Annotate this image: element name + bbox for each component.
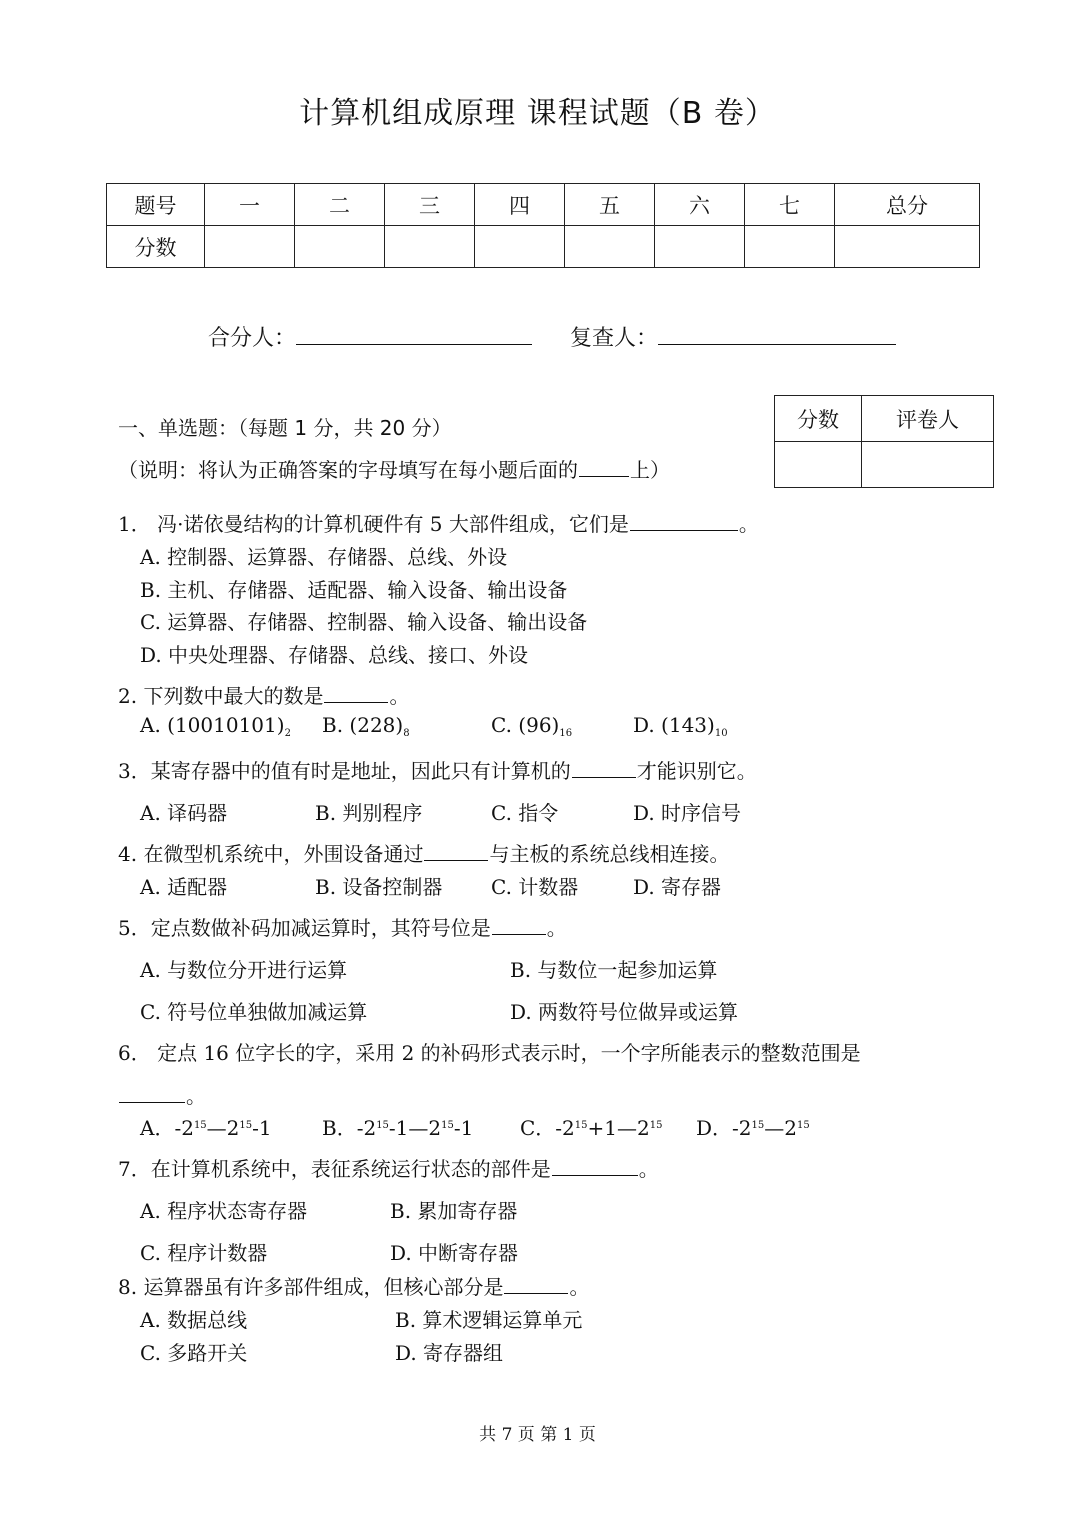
question-5-option-d: D. 两数符号位做异或运算	[510, 1000, 739, 1024]
header-cell-5: 五	[565, 184, 655, 226]
question-5-stem	[118, 912, 567, 941]
q6-a-part3: -1	[252, 1116, 272, 1140]
header-cell-4: 四	[475, 184, 565, 226]
combiner-label: 合分人：	[208, 326, 297, 351]
exam-title: 计算机组成原理 课程试题（B 卷）	[299, 96, 776, 131]
reviewer-signature	[570, 320, 896, 352]
score-cell-5[interactable]	[565, 226, 655, 268]
question-2-option-d	[633, 713, 728, 739]
question-5-text: 5．定点数做补码加减运算时，其符号位是	[118, 916, 491, 940]
q6-d-exp2: 15	[797, 1120, 810, 1131]
question-5-option-a: A. 与数位分开进行运算	[140, 958, 348, 982]
score-cell-4[interactable]	[475, 226, 565, 268]
question-2-option-c-text: C. (96)	[491, 713, 560, 737]
q6-b-part2: -1—2	[388, 1116, 442, 1140]
score-cell-2[interactable]	[295, 226, 385, 268]
question-2-option-b-base: 8	[403, 728, 410, 739]
grader-name-label: 评卷人	[862, 396, 994, 442]
question-4-stem	[118, 838, 729, 867]
question-7-option-c: C. 程序计数器	[140, 1241, 268, 1265]
q6-d-part2: —2	[764, 1116, 797, 1140]
question-7-option-d: D. 中断寄存器	[390, 1241, 519, 1265]
q6-b-part1: B．-2	[322, 1116, 377, 1140]
question-2-option-c	[491, 713, 572, 739]
q6-c-exp2: 15	[649, 1120, 663, 1131]
question-7-option-a: A. 程序状态寄存器	[140, 1199, 308, 1223]
q6-b-exp2: 15	[441, 1120, 454, 1131]
question-2-text: 2. 下列数中最大的数是	[118, 684, 324, 708]
question-6-stem: 6． 定点 16 位字长的字，采用 2 的补码形式表示时，一个字所能表示的整数范围是	[118, 1041, 861, 1065]
section-note-post: 上）	[630, 458, 670, 482]
score-table-score-row	[107, 226, 980, 268]
question-2-answer-blank[interactable]	[324, 701, 388, 703]
section-heading: 一、单选题：（每题 1 分，共 20 分）	[118, 416, 452, 440]
grader-table	[774, 395, 994, 488]
question-6-option-b	[322, 1112, 473, 1141]
question-7-answer-blank[interactable]	[552, 1174, 638, 1176]
combiner-line[interactable]	[296, 320, 532, 345]
grader-score-cell[interactable]	[775, 442, 862, 488]
header-cell-1: 一	[205, 184, 295, 226]
question-2-option-a	[140, 713, 291, 739]
reviewer-line[interactable]	[658, 320, 896, 345]
question-1-option-a: A. 控制器、运算器、存储器、总线、外设	[140, 545, 508, 569]
header-cell-label: 题号	[107, 184, 205, 226]
question-7-text: 7．在计算机系统中，表征系统运行状态的部件是	[118, 1157, 551, 1181]
question-5-answer-blank[interactable]	[492, 933, 546, 935]
question-2-end: 。	[389, 684, 410, 708]
question-3-option-c: C. 指令	[491, 801, 559, 825]
grader-name-cell[interactable]	[862, 442, 994, 488]
question-6-option-c	[520, 1112, 662, 1141]
question-2-option-b	[322, 713, 410, 739]
question-2-option-a-text: A. (10010101)	[140, 713, 285, 737]
question-5-end: 。	[546, 916, 567, 940]
header-cell-7: 七	[745, 184, 835, 226]
grader-table-header-row	[775, 396, 994, 442]
question-8-answer-blank[interactable]	[504, 1292, 568, 1294]
question-8-end: 。	[569, 1275, 590, 1299]
question-2-option-c-base: 16	[559, 728, 573, 739]
question-2-option-d-text: D. (143)	[633, 713, 715, 737]
question-7-end: 。	[638, 1157, 659, 1181]
question-3-option-b: B. 判别程序	[315, 801, 423, 825]
page-footer: 共 7 页 第 1 页	[479, 1425, 596, 1445]
header-cell-3: 三	[385, 184, 475, 226]
question-8-option-b: B. 算术逻辑运算单元	[395, 1308, 583, 1332]
score-row-label: 分数	[107, 226, 205, 268]
question-6-end: 。	[186, 1084, 206, 1108]
question-1-stem	[118, 508, 759, 537]
question-4-option-c: C. 计数器	[491, 875, 579, 899]
question-1-option-b: B. 主机、存储器、适配器、输入设备、输出设备	[140, 578, 568, 602]
question-1-text: 1． 冯·诺依曼结构的计算机硬件有 5 大部件组成，它们是	[118, 512, 629, 536]
q6-a-part2: —2	[206, 1116, 240, 1140]
question-8-stem	[118, 1271, 589, 1300]
score-table-header-row	[107, 184, 980, 226]
question-2-stem	[118, 680, 409, 709]
score-cell-3[interactable]	[385, 226, 475, 268]
question-8-option-c: C. 多路开关	[140, 1341, 248, 1365]
combiner-signature	[208, 320, 532, 352]
question-5-option-b: B. 与数位一起参加运算	[510, 958, 718, 982]
grader-table-input-row	[775, 442, 994, 488]
score-table	[106, 183, 980, 268]
q6-a-part1: A．-2	[140, 1116, 194, 1140]
question-4-option-a: A. 适配器	[140, 875, 228, 899]
question-6-option-d	[696, 1112, 810, 1141]
q6-b-exp1: 15	[376, 1120, 389, 1131]
q6-c-part2: +1—2	[587, 1116, 650, 1140]
question-3-end: 才能识别它。	[636, 759, 757, 783]
q6-c-part1: C．-2	[520, 1116, 575, 1140]
question-4-option-b: B. 设备控制器	[315, 875, 443, 899]
question-7-stem	[118, 1153, 659, 1182]
question-3-option-a: A. 译码器	[140, 801, 228, 825]
question-1-option-c: C. 运算器、存储器、控制器、输入设备、输出设备	[140, 610, 588, 634]
question-8-text: 8. 运算器虽有许多部件组成，但核心部分是	[118, 1275, 504, 1299]
score-cell-7[interactable]	[745, 226, 835, 268]
question-4-option-d: D. 寄存器	[633, 875, 722, 899]
score-cell-total[interactable]	[835, 226, 980, 268]
header-cell-total: 总分	[835, 184, 980, 226]
question-6-stem-cont	[118, 1080, 206, 1109]
question-3-text: 3．某寄存器中的值有时是地址，因此只有计算机的	[118, 759, 571, 783]
question-1-option-d: D. 中央处理器、存储器、总线、接口、外设	[140, 643, 529, 667]
question-2-option-a-base: 2	[284, 728, 291, 739]
q6-d-exp1: 15	[751, 1120, 765, 1131]
question-2-option-d-base: 10	[714, 728, 728, 739]
q6-b-part3: -1	[453, 1116, 474, 1140]
question-5-option-c: C. 符号位单独做加减运算	[140, 1000, 368, 1024]
question-4-end: 与主板的系统总线相连接。	[489, 842, 730, 866]
score-cell-6[interactable]	[655, 226, 745, 268]
question-4-answer-blank[interactable]	[424, 859, 488, 861]
section-note-blank	[579, 475, 629, 477]
score-cell-1[interactable]	[205, 226, 295, 268]
section-note	[118, 454, 670, 483]
question-3-answer-blank[interactable]	[572, 776, 636, 778]
question-2-option-b-text: B. (228)	[322, 713, 404, 737]
question-4-text: 4. 在微型机系统中，外围设备通过	[118, 842, 424, 866]
grader-score-label: 分数	[775, 396, 862, 442]
header-cell-6: 六	[655, 184, 745, 226]
question-1-answer-blank[interactable]	[630, 529, 738, 531]
question-6-option-a	[140, 1112, 272, 1141]
question-6-answer-blank[interactable]	[119, 1101, 185, 1103]
header-cell-2: 二	[295, 184, 385, 226]
q6-a-exp2: 15	[239, 1120, 253, 1131]
question-3-option-d: D. 时序信号	[633, 801, 742, 825]
section-note-pre: （说明：将认为正确答案的字母填写在每小题后面的	[118, 458, 578, 482]
question-8-option-d: D. 寄存器组	[395, 1341, 504, 1365]
question-3-stem	[118, 755, 757, 784]
q6-d-part1: D．-2	[696, 1116, 752, 1140]
q6-c-exp1: 15	[574, 1120, 588, 1131]
question-7-option-b: B. 累加寄存器	[390, 1199, 518, 1223]
question-8-option-a: A. 数据总线	[140, 1308, 248, 1332]
q6-a-exp1: 15	[193, 1120, 207, 1131]
reviewer-label: 复查人：	[570, 326, 659, 351]
question-1-end: 。	[738, 512, 759, 536]
